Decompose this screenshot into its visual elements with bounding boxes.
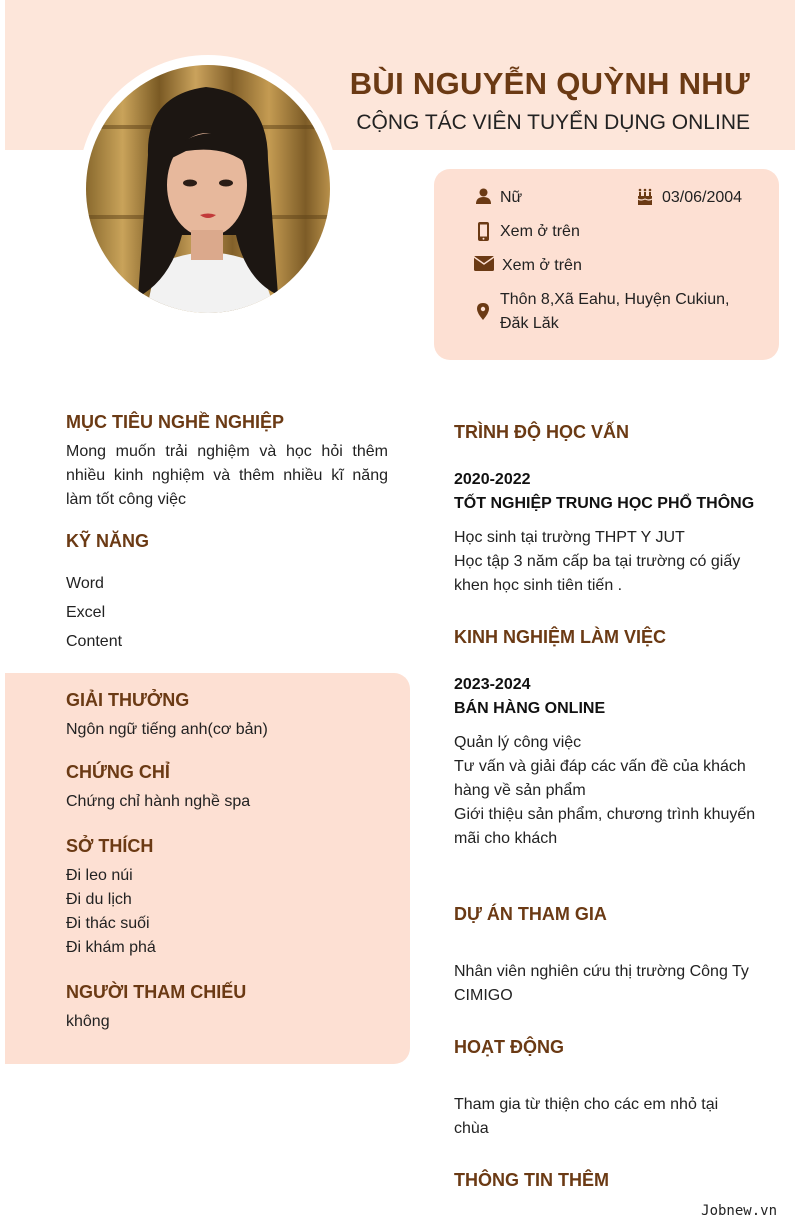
project-line: CIMIGO xyxy=(454,987,513,1004)
activity-line: Tham gia từ thiện cho các em nhỏ tại xyxy=(454,1096,719,1113)
references-text: không xyxy=(66,1013,110,1030)
candidate-name: BÙI NGUYỄN QUỲNH NHƯ xyxy=(349,66,750,101)
experience-line: Giới thiệu sản phẩm, chương trình khuyến xyxy=(454,806,756,823)
skill-item: Word xyxy=(66,575,104,592)
experience-description xyxy=(454,731,784,851)
additional-info-title: THÔNG TIN THÊM xyxy=(454,1170,609,1190)
job-title: CỘNG TÁC VIÊN TUYỂN DỤNG ONLINE xyxy=(356,111,750,134)
awards-title: GIẢI THƯỞNG xyxy=(66,690,190,710)
gender-value: Nữ xyxy=(500,189,523,206)
projects-description xyxy=(454,960,784,1008)
education-period: 2020-2022 xyxy=(454,471,531,488)
skill-item: Excel xyxy=(66,604,106,621)
education-title: TRÌNH ĐỘ HỌC VẤN xyxy=(454,422,629,442)
hobby-item: Đi khám phá xyxy=(66,939,156,956)
references-title: NGƯỜI THAM CHIẾU xyxy=(66,982,247,1002)
skill-item: Content xyxy=(66,633,123,650)
envelope-icon xyxy=(472,254,496,271)
address-line-1: Thôn 8,Xã Eahu, Huyện Cukiun, xyxy=(500,291,730,308)
experience-line: mãi cho khách xyxy=(454,830,558,847)
activity-line: chùa xyxy=(454,1120,489,1137)
watermark: Jobnew.vn xyxy=(701,1203,777,1219)
email-item xyxy=(472,254,582,278)
experience-line: Quản lý công việc xyxy=(454,734,582,751)
user-icon xyxy=(472,186,494,204)
education-degree: TỐT NGHIỆP TRUNG HỌC PHỔ THÔNG xyxy=(454,495,755,512)
education-description xyxy=(454,526,774,598)
objective-title: MỤC TIÊU NGHỀ NGHIỆP xyxy=(66,412,285,432)
skills-list xyxy=(66,569,122,656)
birthday-item xyxy=(634,186,742,210)
address-item xyxy=(472,288,729,336)
birthday-value: 03/06/2004 xyxy=(662,189,743,206)
phone-value: Xem ở trên xyxy=(500,223,580,240)
hobby-item: Đi leo núi xyxy=(66,867,133,884)
experience-title: KINH NGHIỆM LÀM VIỆC xyxy=(454,627,667,647)
birthday-cake-icon xyxy=(634,186,656,205)
education-line: Học tập 3 năm cấp ba tại trường có giấy xyxy=(454,553,741,570)
certificates-text: Chứng chỉ hành nghề spa xyxy=(66,793,251,810)
gender-item xyxy=(472,186,522,210)
certificates-title: CHỨNG CHỈ xyxy=(66,762,170,782)
project-line: Nhân viên nghiên cứu thị trường Công Ty xyxy=(454,963,749,980)
objective-line: nhiều kinh nghiệm và thêm nhiều kĩ năng xyxy=(66,467,388,484)
education-line: khen học sinh tiên tiến . xyxy=(454,577,623,594)
hobby-item: Đi du lịch xyxy=(66,891,132,908)
activities-title: HOẠT ĐỘNG xyxy=(454,1037,564,1057)
email-value: Xem ở trên xyxy=(502,257,582,274)
hobby-item: Đi thác suối xyxy=(66,915,150,932)
experience-line: hàng về sản phẩm xyxy=(454,782,586,799)
phone-icon xyxy=(472,220,494,241)
phone-item xyxy=(472,220,580,244)
activities-description xyxy=(454,1093,784,1141)
hobbies-title: SỞ THÍCH xyxy=(66,836,154,856)
experience-line: Tư vấn và giải đáp các vấn đề của khách xyxy=(454,758,746,775)
hobbies-list xyxy=(66,864,156,960)
map-pin-icon xyxy=(472,288,494,320)
avatar xyxy=(86,65,330,313)
awards-text: Ngôn ngữ tiếng anh(cơ bản) xyxy=(66,721,268,738)
objective-line: Mong muốn trải nghiệm và học hỏi thêm xyxy=(66,443,388,460)
experience-period: 2023-2024 xyxy=(454,676,531,693)
experience-position: BÁN HÀNG ONLINE xyxy=(454,700,606,717)
objective-line: làm tốt công việc xyxy=(66,491,187,508)
projects-title: DỰ ÁN THAM GIA xyxy=(454,904,607,924)
address-line-2: Đăk Lăk xyxy=(500,315,559,332)
address-value xyxy=(500,288,729,336)
skills-title: KỸ NĂNG xyxy=(66,531,150,551)
objective-text xyxy=(66,440,388,512)
education-line: Học sinh tại trường THPT Y JUT xyxy=(454,529,685,546)
